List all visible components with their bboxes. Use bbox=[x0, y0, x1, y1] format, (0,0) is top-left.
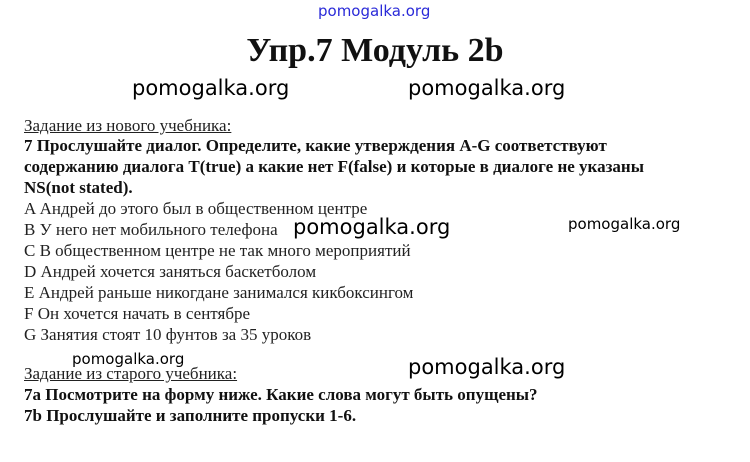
task-line: содержанию диалога T(true) а какие нет F(false) и которые в диалоге не указаны bbox=[24, 157, 644, 176]
statement-item: F Он хочется начать в сентябре bbox=[24, 304, 251, 323]
section-heading-new: Задание из нового учебника: bbox=[24, 116, 232, 135]
statement-item: D Андрей хочется заняться баскетболом bbox=[24, 262, 317, 281]
statement-item: B У него нет мобильного телефона bbox=[24, 220, 278, 239]
statement-item: A Андрей до этого был в общественном центре bbox=[24, 199, 368, 218]
task-line: 7 Прослушайте диалог. Определите, какие утверждения A-G соответствуют bbox=[24, 136, 607, 155]
watermark: pomogalka.org bbox=[568, 215, 681, 233]
watermark: pomogalka.org bbox=[408, 76, 566, 100]
statement-item: C В общественном центре не так много мероприятий bbox=[24, 241, 411, 260]
statement-item: G Занятия стоят 10 фунтов за 35 уроков bbox=[24, 325, 312, 344]
watermark: pomogalka.org bbox=[72, 350, 185, 368]
watermark: pomogalka.org bbox=[408, 355, 566, 379]
page-title: Упр.7 Модуль 2b bbox=[246, 32, 504, 69]
task-line: 7a Посмотрите на форму ниже. Какие слова могут быть опущены? bbox=[24, 385, 538, 404]
section-heading-old: Задание из старого учебника: bbox=[24, 364, 238, 383]
watermark: pomogalka.org bbox=[132, 76, 290, 100]
task-line: NS(not stated). bbox=[24, 178, 133, 197]
statement-item: E Андрей раньше никогдане занимался кикбоксингом bbox=[24, 283, 414, 302]
task-line: 7b Прослушайте и заполните пропуски 1-6. bbox=[24, 406, 357, 425]
watermark: pomogalka.org bbox=[293, 215, 451, 239]
watermark-top[interactable]: pomogalka.org bbox=[318, 2, 431, 20]
